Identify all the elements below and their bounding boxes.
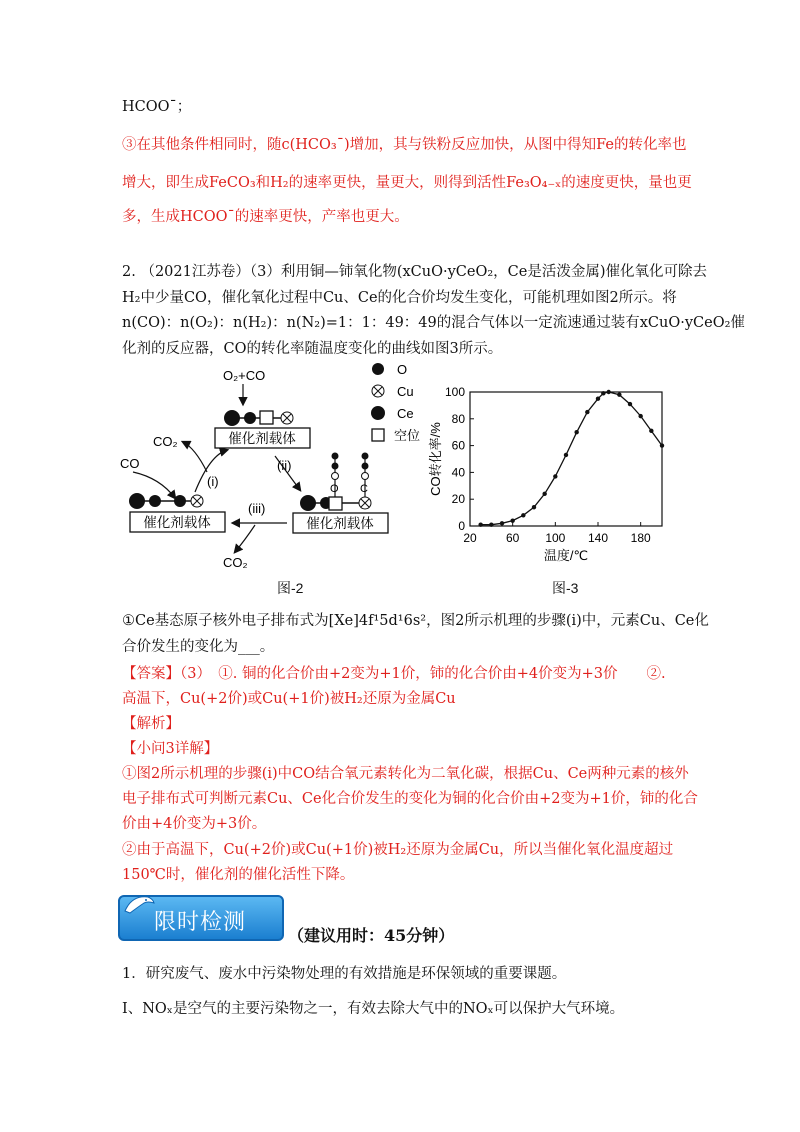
carrier-label-top: 催化剂载体: [228, 431, 296, 446]
co-conversion-chart: [420, 380, 680, 580]
data-point: [542, 492, 546, 496]
q2-line-2: H₂中少量CO，催化氧化过程中Cu、Ce的化合价均发生变化，可能机理如图2所示。将: [122, 290, 677, 306]
legend-cu-label: Cu: [397, 384, 414, 399]
x-tick-label: 60: [505, 531, 520, 545]
carrier-label-left: 催化剂载体: [143, 515, 211, 530]
sub1-line-1: ①Ce基态原子核外电子排布式为[Xe]4f¹5d¹6s²，图2所示机理的步骤(i)中，元素Cu、Ce化: [122, 613, 709, 629]
analysis-line-4: ②由于高温下，Cu(+2价)或Cu(+1价)被H₂还原为金属Cu，所以当催化氧化温度超过: [122, 842, 674, 858]
y-axis-label: CO转化率/%: [428, 422, 443, 496]
prev-line-3: 增大，即生成FeCO₃和H₂的速率更快，量更大，则得到活性Fe₃O₄₋ₓ的速度更快，量也更: [122, 175, 692, 191]
data-point: [532, 505, 536, 509]
data-point: [601, 391, 605, 395]
y-tick-label: 0: [458, 519, 465, 533]
y-tick-label: 60: [451, 438, 465, 453]
legend-ce-label: Ce: [397, 406, 414, 421]
o2-co-label: O₂+CO: [223, 368, 266, 383]
fig2-caption: 图-2: [277, 580, 304, 596]
data-point: [478, 522, 482, 526]
analysis-line-1: ①图2所示机理的步骤(i)中CO结合氧元素转化为二氧化碳，根据Cu、Ce两种元素的核外: [122, 766, 689, 782]
data-point: [585, 410, 589, 414]
data-point: [489, 522, 493, 526]
o-atom: [332, 463, 339, 470]
cu-atom: [359, 497, 371, 509]
legend-vacancy-symbol: [372, 429, 384, 441]
co2-label-bottom: CO₂: [223, 555, 248, 570]
cu-atom: [281, 412, 293, 424]
o-atom: [244, 412, 256, 424]
vacancy-square: [260, 411, 273, 424]
legend-ce-symbol: [371, 406, 385, 420]
data-point: [660, 443, 664, 447]
o-atom: [149, 495, 161, 507]
data-point: [564, 453, 568, 457]
o-atom: [332, 473, 339, 480]
data-point: [617, 392, 621, 396]
ce-atom: [224, 410, 240, 426]
co-label: CO: [120, 456, 140, 471]
legend-vacancy-label: 空位: [394, 428, 421, 443]
prev-line-1: HCOOˉ；: [122, 99, 192, 115]
ce-atom: [300, 495, 316, 511]
data-point: [510, 518, 514, 522]
y-tick-label: 80: [451, 411, 465, 426]
o-atom-label: O: [330, 483, 339, 495]
prev-line-4: 多，生成HCOOˉ的速率更快，产率也更大。: [122, 209, 409, 225]
o-atom: [174, 495, 186, 507]
cu-atom: [191, 495, 203, 507]
data-point: [649, 429, 653, 433]
co2-label-top: CO₂: [153, 434, 178, 449]
x-tick-label: 20: [463, 531, 477, 545]
section-banner: [118, 895, 284, 941]
q2-line-1: 2. （2021江苏卷）（3）利用铜—铈氧化物(xCuO·yCeO₂，Ce是活泼金属)催化氧化可除去: [122, 264, 707, 280]
o-atom: [362, 473, 369, 480]
carrier-label-right: 催化剂载体: [306, 516, 374, 531]
legend-cu-symbol: [372, 385, 384, 397]
y-tick-label: 100: [444, 385, 465, 399]
legend-o-symbol: [372, 363, 384, 375]
o-atom: [332, 453, 339, 460]
plot-frame: [470, 392, 662, 526]
data-point: [500, 521, 504, 525]
q2-line-4: 化剂的反应器，CO的转化率随温度变化的曲线如图3所示。: [122, 341, 503, 357]
suggested-time: （建议用时：45分钟）: [288, 926, 455, 945]
step-ii-label: (ii): [277, 458, 292, 473]
x-tick-label: 100: [545, 531, 566, 545]
sub1-line-2: 合价发生的变化为___。: [122, 639, 275, 655]
co2-release-arrow: [183, 442, 207, 472]
prev-line-2: ③在其他条件相同时，随c(HCO₃ˉ)增加，其与铁粉反应加快，从图中得知Fe的转化率也: [122, 137, 687, 153]
x-tick-label: 180: [630, 531, 651, 545]
dolphin-icon: [122, 891, 156, 917]
o-atom: [362, 463, 369, 470]
o-atom: [362, 453, 369, 460]
q1-line-2: Ⅰ、NOₓ是空气的主要污染物之一，有效去除大气中的NOₓ可以保护大气环境。: [122, 1001, 625, 1017]
answer-line-2: 高温下，Cu(+2价)或Cu(+1价)被H₂还原为金属Cu: [122, 691, 456, 707]
data-point: [638, 414, 642, 418]
data-point: [553, 474, 557, 478]
conversion-curve: [481, 392, 662, 525]
y-tick-label: 20: [451, 492, 465, 507]
analysis-line-3: 价由+4价变为+3价。: [122, 816, 267, 832]
fig3-caption: 图-3: [552, 580, 579, 596]
analysis-line-5: 150℃时，催化剂的催化活性下降。: [122, 867, 355, 883]
data-point: [628, 402, 632, 406]
q2-line-3: n(CO)：n(O₂)：n(H₂)：n(N₂)=1：1：49：49的混合气体以一定流速通过装有xCuO·yCeO₂催: [122, 315, 745, 331]
y-tick-label: 40: [451, 465, 465, 480]
q1-line-1: 1．研究废气、废水中污染物处理的有效措施是环保领域的重要课题。: [122, 966, 567, 982]
data-point: [596, 397, 600, 401]
data-point: [606, 390, 610, 394]
step-iii-label: (iii): [248, 501, 266, 516]
co2-release-arrow-bottom: [235, 525, 255, 552]
c-atom-label: C: [360, 483, 368, 495]
x-tick-label: 140: [587, 531, 609, 545]
step-i-label: (i): [207, 474, 219, 489]
vacancy-square: [329, 497, 342, 510]
answer-line-1: 【答案】（3） ①. 铜的化合价由+2变为+1价，铈的化合价由+4价变为+3价 ②.: [122, 666, 666, 682]
data-point: [574, 430, 578, 434]
x-axis-label: 温度/℃: [543, 548, 589, 563]
analysis-line-2: 电子排布式可判断元素Cu、Ce化合价发生的变化为铜的化合价由+2变为+1价，铈的化合: [122, 791, 698, 807]
data-point: [521, 513, 525, 517]
ce-atom: [129, 493, 145, 509]
analysis-subheading: 【小问3详解】: [122, 741, 219, 757]
legend-o-label: O: [397, 362, 408, 377]
analysis-heading: 【解析】: [122, 716, 180, 732]
banner-title: 限时检测: [154, 910, 247, 935]
